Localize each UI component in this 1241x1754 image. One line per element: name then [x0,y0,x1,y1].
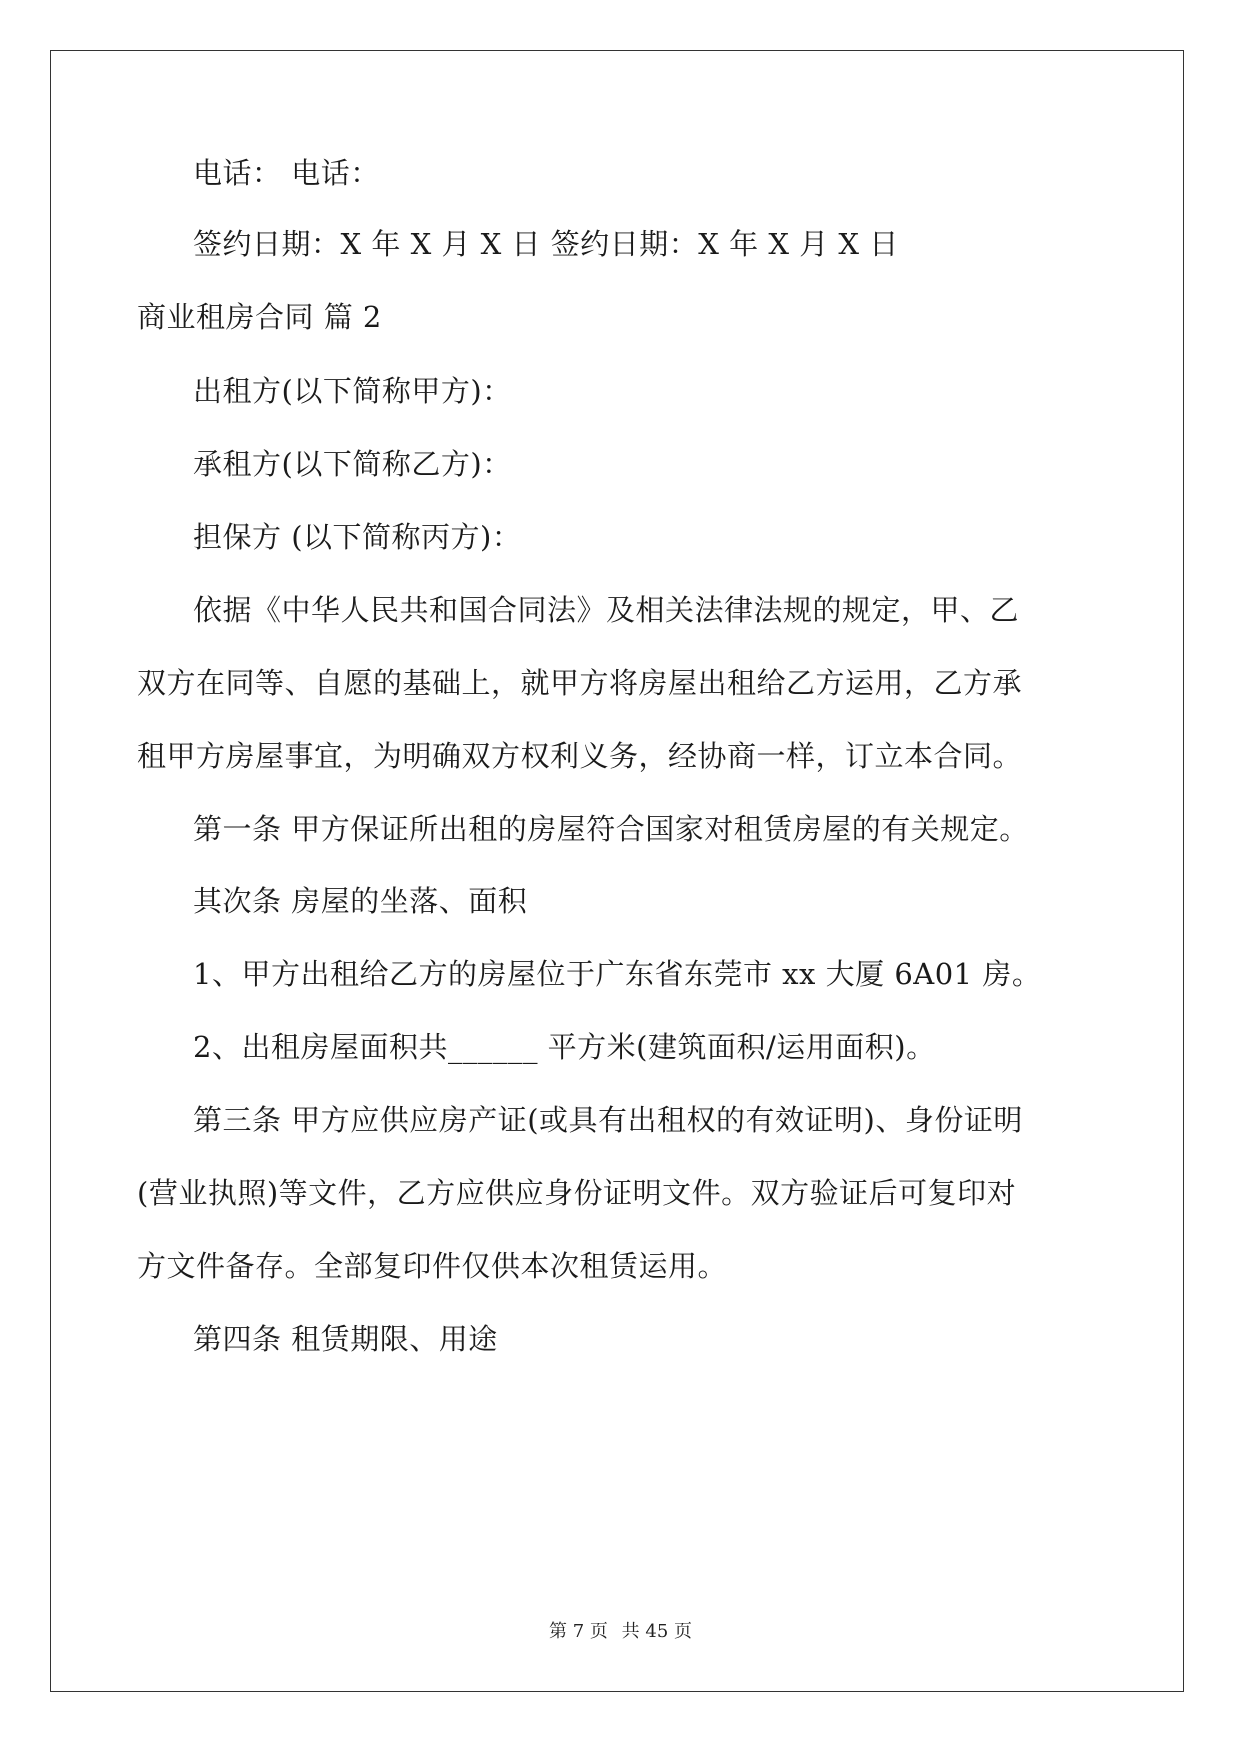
article-2-item-2: 2、出租房屋面积共______ 平方米(建筑面积/运用面积)。 [193,1030,936,1064]
guarantor-line: 担保方 (以下简称丙方)： [193,520,522,554]
section-heading: 商业租房合同 篇 2 [137,300,382,334]
article-1: 第一条 甲方保证所出租的房屋符合国家对租赁房屋的有关规定。 [193,812,1029,846]
signing-date-line: 签约日期：X 年 X 月 X 日 签约日期：X 年 X 月 X 日 [193,227,899,261]
article-2-item-1: 1、甲方出租给乙方的房屋位于广东省东莞市 xx 大厦 6A01 房。 [193,957,1042,991]
preamble-line-3: 租甲方房屋事宜，为明确双方权利义务，经协商一样，订立本合同。 [137,739,1023,773]
article-3-line-1: 第三条 甲方应供应房产证(或具有出租权的有效证明)、身份证明 [193,1103,1023,1137]
page-footer [0,1620,1241,1644]
current-page-number: 第 7 页 [549,1621,608,1642]
phone-line: 电话： 电话： [193,156,380,190]
article-2-heading: 其次条 房屋的坐落、面积 [193,884,528,918]
lessee-line: 承租方(以下简称乙方)： [193,447,512,481]
lessor-line: 出租方(以下简称甲方)： [193,374,512,408]
preamble-line-2: 双方在同等、自愿的基础上，就甲方将房屋出租给乙方运用，乙方承 [137,666,1023,700]
article-3-line-3: 方文件备存。全部复印件仅供本次租赁运用。 [137,1249,728,1283]
article-3-line-2: (营业执照)等文件，乙方应供应身份证明文件。双方验证后可复印对 [137,1176,1017,1210]
article-4-heading: 第四条 租赁期限、用途 [193,1322,498,1356]
total-page-count: 共 45 页 [621,1621,692,1642]
preamble-line-1: 依据《中华人民共和国合同法》及相关法律法规的规定，甲、乙 [193,593,1020,627]
